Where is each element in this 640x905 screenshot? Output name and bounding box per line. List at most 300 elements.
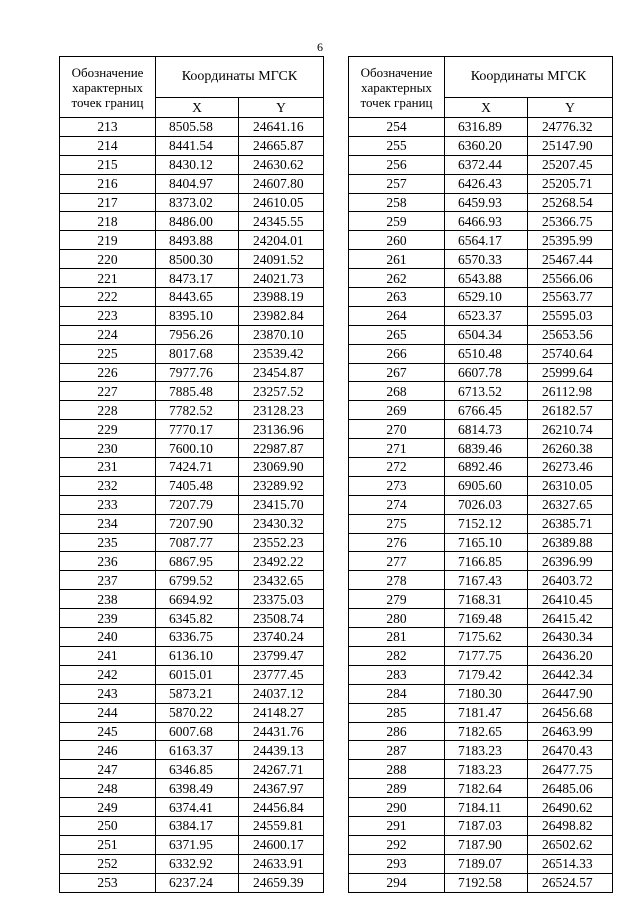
coordinates-table-right [348,56,613,893]
coord-x: 6007.68 [156,722,239,741]
table-row [349,325,613,344]
coord-y: 26385.71 [528,514,613,533]
coord-y: 26447.90 [528,684,613,703]
coord-x: 7187.03 [445,816,528,835]
coord-y: 24345.55 [239,212,324,231]
coord-y: 26436.20 [528,646,613,665]
table-row [60,609,324,628]
point-number: 269 [349,401,445,420]
point-number: 239 [60,609,156,628]
coord-y: 23257.52 [239,382,324,401]
coord-x: 6345.82 [156,609,239,628]
point-number: 221 [60,269,156,288]
coord-x: 7182.65 [445,722,528,741]
coord-x: 7177.75 [445,646,528,665]
table-row [349,703,613,722]
coord-x: 7207.90 [156,514,239,533]
point-number: 223 [60,306,156,325]
coord-x: 6504.34 [445,325,528,344]
point-number: 238 [60,590,156,609]
table-row [349,363,613,382]
coord-y: 25740.64 [528,344,613,363]
coord-y: 24559.81 [239,816,324,835]
point-number: 226 [60,363,156,382]
table-row [60,231,324,250]
point-number: 265 [349,325,445,344]
coord-x: 8486.00 [156,212,239,231]
point-number: 286 [349,722,445,741]
coord-y: 26477.75 [528,760,613,779]
table-row [349,628,613,647]
point-number: 278 [349,571,445,590]
coord-x: 7184.11 [445,798,528,817]
coord-x: 6839.46 [445,439,528,458]
point-number: 218 [60,212,156,231]
table-row [349,854,613,873]
point-designation-header: Обозначение характерных точек границ [349,57,445,118]
coord-y: 23454.87 [239,363,324,382]
point-number: 280 [349,609,445,628]
coord-y: 23128.23 [239,401,324,420]
point-designation-header: Обозначение характерных точек границ [60,57,156,118]
coord-x: 6799.52 [156,571,239,590]
point-number: 266 [349,344,445,363]
point-number: 220 [60,250,156,269]
coord-x: 8505.58 [156,118,239,137]
table-row [60,382,324,401]
point-number: 271 [349,439,445,458]
coord-x: 6543.88 [445,269,528,288]
table-row [349,136,613,155]
point-number: 255 [349,136,445,155]
point-number: 252 [60,854,156,873]
coord-x: 7770.17 [156,420,239,439]
coord-x: 7167.43 [445,571,528,590]
point-number: 217 [60,193,156,212]
coord-y: 25563.77 [528,288,613,307]
table-row [60,760,324,779]
coord-x: 7189.07 [445,854,528,873]
coord-y: 25395.99 [528,231,613,250]
coord-y: 26273.46 [528,458,613,477]
point-number: 281 [349,628,445,647]
coord-x: 6867.95 [156,552,239,571]
table-row [349,873,613,892]
point-number: 242 [60,665,156,684]
coord-y: 23508.74 [239,609,324,628]
coord-y: 24091.52 [239,250,324,269]
table-row [349,722,613,741]
table-row [349,212,613,231]
coord-x: 6564.17 [445,231,528,250]
table-row [60,439,324,458]
coord-y: 23492.22 [239,552,324,571]
coord-x: 7181.47 [445,703,528,722]
coord-y: 24630.62 [239,155,324,174]
coord-x: 6510.48 [445,344,528,363]
coordinates-header: Координаты МГСК [445,57,613,98]
point-number: 256 [349,155,445,174]
point-number: 292 [349,835,445,854]
coord-y: 26442.34 [528,665,613,684]
point-number: 277 [349,552,445,571]
coord-x: 6814.73 [445,420,528,439]
table-row [60,684,324,703]
coord-x: 6523.37 [445,306,528,325]
table-row [349,816,613,835]
coord-y: 26389.88 [528,533,613,552]
coord-y: 26470.43 [528,741,613,760]
coord-x: 6529.10 [445,288,528,307]
table-row [60,193,324,212]
point-number: 285 [349,703,445,722]
table-row [349,250,613,269]
table-row [349,401,613,420]
table-row [349,269,613,288]
point-number: 263 [349,288,445,307]
point-number: 282 [349,646,445,665]
point-number: 274 [349,495,445,514]
coord-y: 24610.05 [239,193,324,212]
point-number: 247 [60,760,156,779]
point-number: 270 [349,420,445,439]
coord-x: 7782.52 [156,401,239,420]
point-number: 237 [60,571,156,590]
table-row [349,533,613,552]
table-row [349,174,613,193]
coord-x: 7165.10 [445,533,528,552]
coord-y: 24021.73 [239,269,324,288]
coord-x: 7168.31 [445,590,528,609]
point-number: 254 [349,118,445,137]
coord-x: 7180.30 [445,684,528,703]
coord-x: 6136.10 [156,646,239,665]
coord-y: 26463.99 [528,722,613,741]
coord-x: 8017.68 [156,344,239,363]
coord-y: 24367.97 [239,779,324,798]
table-row [60,420,324,439]
table-row [349,382,613,401]
coord-x: 6459.93 [445,193,528,212]
page-number: 6 [317,40,323,54]
coord-y: 23136.96 [239,420,324,439]
point-number: 284 [349,684,445,703]
point-number: 279 [349,590,445,609]
table-row [349,288,613,307]
coord-y: 23799.47 [239,646,324,665]
table-row [349,779,613,798]
coord-y: 26514.33 [528,854,613,873]
coord-x: 6426.43 [445,174,528,193]
point-number: 213 [60,118,156,137]
point-number: 250 [60,816,156,835]
coordinates-table-left [59,56,324,893]
coordinates-header: Координаты МГСК [156,57,324,98]
point-number: 248 [60,779,156,798]
table-row [60,779,324,798]
table-row [349,741,613,760]
table-row [60,212,324,231]
coord-x: 8373.02 [156,193,239,212]
table-row [349,760,613,779]
table-row [60,741,324,760]
table-row [349,514,613,533]
point-number: 231 [60,458,156,477]
table-row [349,420,613,439]
table-row [60,552,324,571]
coord-x: 5870.22 [156,703,239,722]
coord-x: 7600.10 [156,439,239,458]
coord-y: 25566.06 [528,269,613,288]
table-row [349,155,613,174]
coord-x: 6371.95 [156,835,239,854]
table-row [60,476,324,495]
table-row [60,646,324,665]
table-row [349,798,613,817]
point-number: 216 [60,174,156,193]
table-body [349,118,613,893]
coord-x: 7183.23 [445,741,528,760]
coord-y: 25653.56 [528,325,613,344]
coord-y: 25366.75 [528,212,613,231]
table-row [60,458,324,477]
coord-x: 7183.23 [445,760,528,779]
table-row [60,571,324,590]
point-number: 272 [349,458,445,477]
coord-y: 23740.24 [239,628,324,647]
coord-y: 24439.13 [239,741,324,760]
coord-x: 6607.78 [445,363,528,382]
point-number: 227 [60,382,156,401]
coord-x: 5873.21 [156,684,239,703]
point-number: 288 [349,760,445,779]
x-column-header: X [445,98,528,118]
table-row [349,306,613,325]
point-number: 214 [60,136,156,155]
coord-x: 6015.01 [156,665,239,684]
coord-y: 26498.82 [528,816,613,835]
point-number: 257 [349,174,445,193]
table-row [60,798,324,817]
point-number: 261 [349,250,445,269]
table-row [349,835,613,854]
coord-y: 22987.87 [239,439,324,458]
table-row [60,514,324,533]
table-row [349,571,613,590]
table-row [60,306,324,325]
coord-y: 24267.71 [239,760,324,779]
table-row [60,344,324,363]
coord-y: 24633.91 [239,854,324,873]
coord-y: 23982.84 [239,306,324,325]
table-row [60,703,324,722]
point-number: 219 [60,231,156,250]
table-row [60,136,324,155]
coord-x: 8493.88 [156,231,239,250]
table-row [349,495,613,514]
coord-y: 26485.06 [528,779,613,798]
coord-y: 24641.16 [239,118,324,137]
table-row [60,288,324,307]
coord-x: 7169.48 [445,609,528,628]
table-row [349,684,613,703]
coord-y: 24148.27 [239,703,324,722]
coord-y: 23432.65 [239,571,324,590]
coord-x: 6237.24 [156,873,239,892]
point-number: 273 [349,476,445,495]
coord-x: 8473.17 [156,269,239,288]
table-row [60,174,324,193]
table-body [60,118,324,893]
coord-y: 24456.84 [239,798,324,817]
coord-y: 26327.65 [528,495,613,514]
point-number: 249 [60,798,156,817]
coord-y: 26210.74 [528,420,613,439]
point-number: 293 [349,854,445,873]
coord-x: 6163.37 [156,741,239,760]
coord-x: 6713.52 [445,382,528,401]
point-number: 290 [349,798,445,817]
coord-x: 7956.26 [156,325,239,344]
coord-x: 8395.10 [156,306,239,325]
table-row [349,118,613,137]
point-number: 258 [349,193,445,212]
point-number: 251 [60,835,156,854]
coord-x: 7175.62 [445,628,528,647]
table-row [60,118,324,137]
coord-x: 8443.65 [156,288,239,307]
point-number: 245 [60,722,156,741]
table-row [60,854,324,873]
coord-y: 23289.92 [239,476,324,495]
coord-y: 23988.19 [239,288,324,307]
coord-x: 8441.54 [156,136,239,155]
table-row [349,231,613,250]
coord-x: 7885.48 [156,382,239,401]
point-number: 234 [60,514,156,533]
point-number: 287 [349,741,445,760]
table-row [60,495,324,514]
coord-y: 26396.99 [528,552,613,571]
coord-y: 26490.62 [528,798,613,817]
coord-x: 7166.85 [445,552,528,571]
point-number: 241 [60,646,156,665]
table-row [60,665,324,684]
point-number: 294 [349,873,445,892]
coord-x: 7182.64 [445,779,528,798]
coord-y: 24776.32 [528,118,613,137]
coord-y: 25999.64 [528,363,613,382]
table-row [349,193,613,212]
table-row [60,325,324,344]
coord-x: 8430.12 [156,155,239,174]
point-number: 262 [349,269,445,288]
table-row [349,344,613,363]
y-column-header: Y [528,98,613,118]
coord-y: 23777.45 [239,665,324,684]
table-row [60,722,324,741]
coord-y: 26403.72 [528,571,613,590]
point-number: 228 [60,401,156,420]
point-number: 224 [60,325,156,344]
table-row [60,816,324,835]
point-number: 246 [60,741,156,760]
coord-x: 8404.97 [156,174,239,193]
table-row [349,646,613,665]
coord-x: 6905.60 [445,476,528,495]
coord-x: 7977.76 [156,363,239,382]
point-number: 264 [349,306,445,325]
coord-y: 26182.57 [528,401,613,420]
point-number: 267 [349,363,445,382]
coord-x: 6892.46 [445,458,528,477]
coord-y: 23415.70 [239,495,324,514]
coord-y: 24665.87 [239,136,324,155]
coord-x: 6360.20 [445,136,528,155]
x-column-header: X [156,98,239,118]
coord-y: 23069.90 [239,458,324,477]
table-row [349,552,613,571]
coord-x: 6372.44 [445,155,528,174]
coord-y: 26112.98 [528,382,613,401]
coord-y: 25147.90 [528,136,613,155]
y-column-header: Y [239,98,324,118]
table-row [60,401,324,420]
coord-y: 25205.71 [528,174,613,193]
coord-y: 23375.03 [239,590,324,609]
table-row [60,269,324,288]
coord-y: 26415.42 [528,609,613,628]
point-number: 225 [60,344,156,363]
point-number: 243 [60,684,156,703]
coord-y: 24607.80 [239,174,324,193]
point-number: 291 [349,816,445,835]
coord-y: 26430.34 [528,628,613,647]
point-number: 253 [60,873,156,892]
point-number: 230 [60,439,156,458]
coord-x: 7179.42 [445,665,528,684]
table-row [60,590,324,609]
point-number: 232 [60,476,156,495]
coord-y: 26410.45 [528,590,613,609]
coord-y: 26502.62 [528,835,613,854]
coord-x: 6570.33 [445,250,528,269]
coord-y: 26524.57 [528,873,613,892]
coord-x: 6316.89 [445,118,528,137]
coord-x: 8500.30 [156,250,239,269]
coord-y: 26310.05 [528,476,613,495]
coord-x: 6336.75 [156,628,239,647]
point-number: 275 [349,514,445,533]
coord-x: 7207.79 [156,495,239,514]
coord-y: 23552.23 [239,533,324,552]
coord-y: 25467.44 [528,250,613,269]
coord-y: 24431.76 [239,722,324,741]
coord-x: 6694.92 [156,590,239,609]
coord-y: 25207.45 [528,155,613,174]
point-number: 283 [349,665,445,684]
coord-x: 6346.85 [156,760,239,779]
coord-y: 26456.68 [528,703,613,722]
table-row [60,363,324,382]
coord-x: 7192.58 [445,873,528,892]
coord-y: 24659.39 [239,873,324,892]
table-row [60,628,324,647]
coord-y: 23870.10 [239,325,324,344]
coord-y: 23430.32 [239,514,324,533]
table-row [60,533,324,552]
coord-x: 6398.49 [156,779,239,798]
